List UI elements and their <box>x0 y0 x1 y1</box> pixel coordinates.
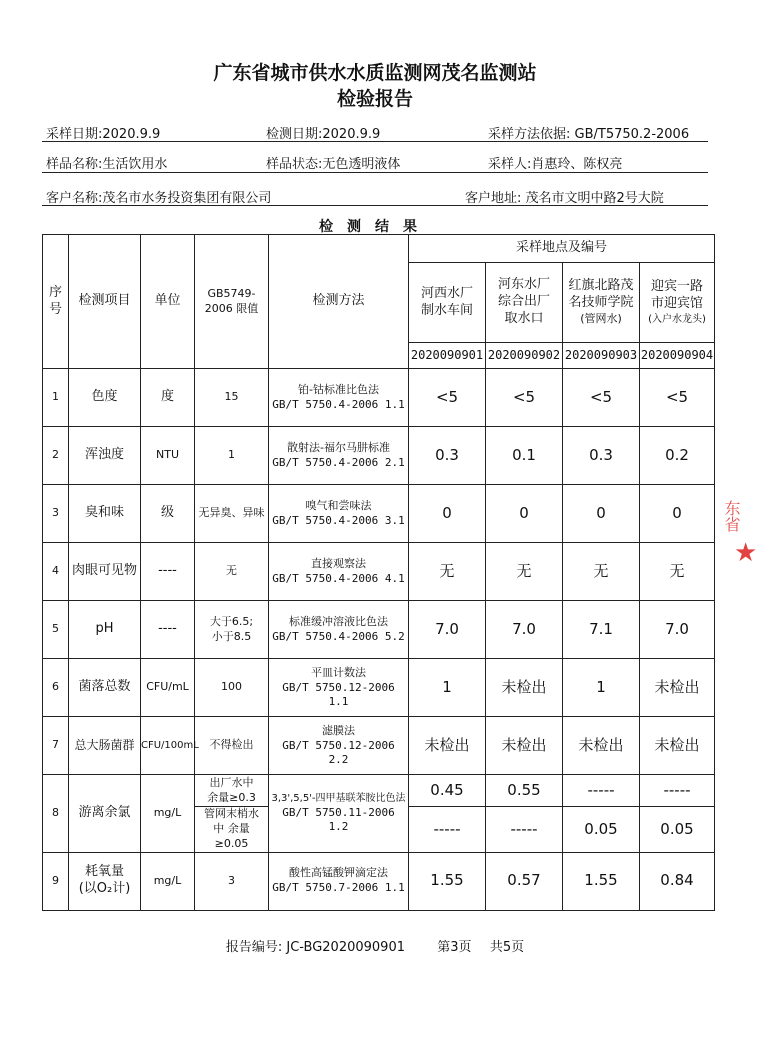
divider <box>42 141 708 142</box>
report-number: 报告编号: JC-BG2020090901 <box>225 940 405 955</box>
page-number: 第3页 <box>437 940 472 955</box>
row-limit: 1 <box>195 427 269 485</box>
row-unit: CFU/mL <box>141 659 195 717</box>
method-basis: 采样方法依据: GB/T5750.2-2006 <box>488 127 690 142</box>
value-cell: 1.55 <box>563 852 640 910</box>
site-2-code: 2020090902 <box>486 343 563 369</box>
row-limit: 3 <box>195 852 269 910</box>
value-cell: 1 <box>563 659 640 717</box>
header-seq: 序号 <box>43 235 69 369</box>
value-cell: 0.05 <box>640 807 715 853</box>
row-method: 散射法-福尔马肼标准 GB/T 5750.4-2006 2.1 <box>269 427 409 485</box>
value-cell: 0.05 <box>563 807 640 853</box>
row-seq: 6 <box>43 659 69 717</box>
value-cell: ----- <box>563 775 640 807</box>
value-cell: 7.1 <box>563 601 640 659</box>
row-item: 菌落总数 <box>69 659 141 717</box>
header-item: 检测项目 <box>69 235 141 369</box>
site-3-code: 2020090903 <box>563 343 640 369</box>
row-item: 色度 <box>69 369 141 427</box>
row-unit: mg/L <box>141 775 195 853</box>
divider <box>42 172 708 173</box>
row-seq: 9 <box>43 852 69 910</box>
row-item: 臭和味 <box>69 485 141 543</box>
value-cell: <5 <box>563 369 640 427</box>
row-method: 铂-钴标准比色法 GB/T 5750.4-2006 1.1 <box>269 369 409 427</box>
section-title: 检测结果 <box>319 219 431 235</box>
sampler: 采样人:肖惠玲、陈权亮 <box>488 157 623 172</box>
value-cell: 0.84 <box>640 852 715 910</box>
row-limit: 无异臭、异味 <box>195 485 269 543</box>
header-sites-group: 采样地点及编号 <box>409 235 715 263</box>
row-limit: 大于6.5; 小于8.5 <box>195 601 269 659</box>
row-seq: 1 <box>43 369 69 427</box>
site-1-code: 2020090901 <box>409 343 486 369</box>
header-unit: 单位 <box>141 235 195 369</box>
value-cell: 未检出 <box>486 659 563 717</box>
row-item: 总大肠菌群 <box>69 717 141 775</box>
row-seq: 3 <box>43 485 69 543</box>
official-seal: 东省 ★ <box>722 500 757 568</box>
row-limit: 100 <box>195 659 269 717</box>
sample-name: 样品名称:生活饮用水 <box>46 157 168 172</box>
row-seq: 5 <box>43 601 69 659</box>
page-total: 共5页 <box>489 940 525 955</box>
header-limit: GB5749-2006 限值 <box>195 235 269 369</box>
value-cell: ----- <box>640 775 715 807</box>
table-row <box>43 852 715 910</box>
report-title: 广东省城市供水水质监测网茂名监测站 <box>213 62 537 84</box>
row-limit: 无 <box>195 543 269 601</box>
row-method: 平皿计数法 GB/T 5750.12-2006 1.1 <box>269 659 409 717</box>
value-cell: 0 <box>409 485 486 543</box>
value-cell: <5 <box>640 369 715 427</box>
row-unit: ---- <box>141 543 195 601</box>
test-date: 检测日期:2020.9.9 <box>266 127 381 142</box>
table-row <box>43 427 715 485</box>
value-cell: 无 <box>563 543 640 601</box>
value-cell: 7.0 <box>409 601 486 659</box>
value-cell: <5 <box>409 369 486 427</box>
row-unit: 级 <box>141 485 195 543</box>
value-cell: 0.3 <box>409 427 486 485</box>
row-item: 浑浊度 <box>69 427 141 485</box>
row-item: pH <box>69 601 141 659</box>
client-address: 客户地址: 茂名市文明中路2号大院 <box>465 191 664 206</box>
value-cell: ----- <box>486 807 563 853</box>
row-limit: 不得检出 <box>195 717 269 775</box>
value-cell: 0.57 <box>486 852 563 910</box>
row-limit: 管网末梢水中 余量≥0.05 <box>195 807 269 853</box>
row-method: 标准缓冲溶液比色法 GB/T 5750.4-2006 5.2 <box>269 601 409 659</box>
row-limit: 出厂水中 余量≥0.3 <box>195 775 269 807</box>
value-cell: 无 <box>409 543 486 601</box>
site-4: 迎宾一路 市迎宾馆 (入户水龙头) <box>640 263 715 343</box>
value-cell: 未检出 <box>409 717 486 775</box>
value-cell: 无 <box>486 543 563 601</box>
row-unit: NTU <box>141 427 195 485</box>
star-icon: ★ <box>734 538 757 568</box>
divider <box>42 205 708 206</box>
table-row <box>43 601 715 659</box>
results-table <box>42 234 715 911</box>
value-cell: 0 <box>640 485 715 543</box>
value-cell: 7.0 <box>640 601 715 659</box>
row-unit: 度 <box>141 369 195 427</box>
value-cell: 无 <box>640 543 715 601</box>
header-method: 检测方法 <box>269 235 409 369</box>
table-row <box>43 543 715 601</box>
row-method: 滤膜法 GB/T 5750.12-2006 2.2 <box>269 717 409 775</box>
value-cell: 未检出 <box>640 717 715 775</box>
sample-state: 样品状态:无色透明液体 <box>266 157 401 172</box>
client-name: 客户名称:茂名市水务投资集团有限公司 <box>46 191 272 206</box>
row-method: 直接观察法 GB/T 5750.4-2006 4.1 <box>269 543 409 601</box>
value-cell: 0.1 <box>486 427 563 485</box>
value-cell: 1 <box>409 659 486 717</box>
row-seq: 7 <box>43 717 69 775</box>
sample-date: 采样日期:2020.9.9 <box>46 127 161 142</box>
row-item: 游离余氯 <box>69 775 141 853</box>
value-cell: 0.55 <box>486 775 563 807</box>
table-row <box>43 659 715 717</box>
table-row <box>43 717 715 775</box>
value-cell: 未检出 <box>563 717 640 775</box>
report-footer <box>0 936 750 955</box>
value-cell: 0.45 <box>409 775 486 807</box>
row-unit: CFU/100mL <box>141 717 195 775</box>
row-method: 3,3',5,5'-四甲基联苯胺比色法 GB/T 5750.11-2006 1.2 <box>269 775 409 853</box>
row-unit: mg/L <box>141 852 195 910</box>
row-item: 肉眼可见物 <box>69 543 141 601</box>
site-2: 河东水厂 综合出厂 取水口 <box>486 263 563 343</box>
row-seq: 2 <box>43 427 69 485</box>
value-cell: ----- <box>409 807 486 853</box>
row-method: 酸性高锰酸钾滴定法 GB/T 5750.7-2006 1.1 <box>269 852 409 910</box>
site-4-code: 2020090904 <box>640 343 715 369</box>
value-cell: 0.3 <box>563 427 640 485</box>
table-row <box>43 369 715 427</box>
value-cell: 0.2 <box>640 427 715 485</box>
report-subtitle: 检验报告 <box>336 88 413 110</box>
value-cell: 7.0 <box>486 601 563 659</box>
row-unit: ---- <box>141 601 195 659</box>
row-seq: 4 <box>43 543 69 601</box>
table-row <box>43 485 715 543</box>
row-item: 耗氧量 (以O₂计) <box>69 852 141 910</box>
row-seq: 8 <box>43 775 69 853</box>
row-limit: 15 <box>195 369 269 427</box>
value-cell: 1.55 <box>409 852 486 910</box>
row-method: 嗅气和尝味法 GB/T 5750.4-2006 3.1 <box>269 485 409 543</box>
value-cell: <5 <box>486 369 563 427</box>
value-cell: 0 <box>486 485 563 543</box>
value-cell: 未检出 <box>486 717 563 775</box>
site-3: 红旗北路茂 名技师学院 (管网水) <box>563 263 640 343</box>
value-cell: 0 <box>563 485 640 543</box>
site-1: 河西水厂 制水车间 <box>409 263 486 343</box>
table-row <box>43 775 715 807</box>
value-cell: 未检出 <box>640 659 715 717</box>
